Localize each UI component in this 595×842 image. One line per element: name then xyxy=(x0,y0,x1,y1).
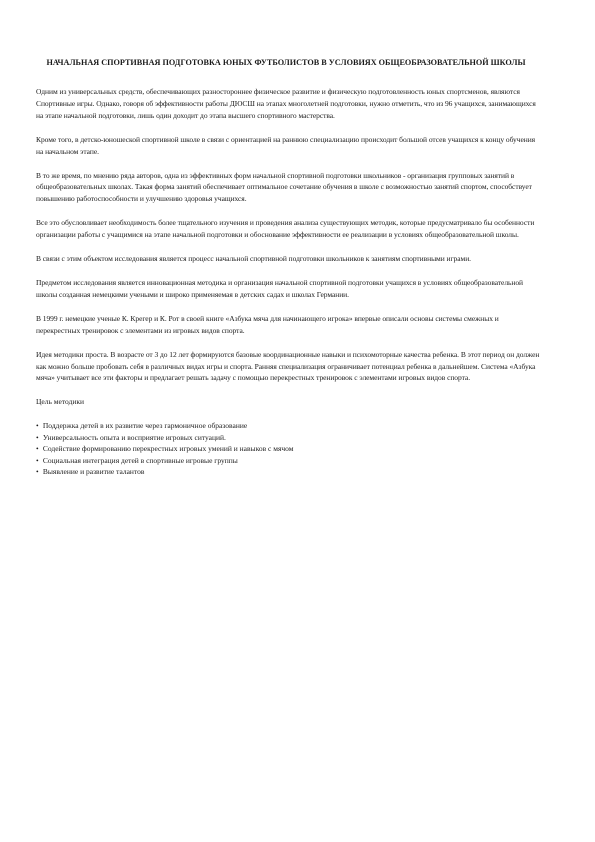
list-item xyxy=(36,455,540,467)
paragraph-6: Предметом исследования является инновационная методика и организация начальной спортивной подготовки учащихся в условиях общеобразовательной школы созданная немецкими учеными и широко применяемая в детских садах и школах Германии. xyxy=(36,277,524,299)
list-item xyxy=(36,432,540,444)
list-item xyxy=(36,420,540,432)
paragraph-7: В 1999 г. немецкие ученые К. Крегер и К. Рот в своей книге «Азбука мяча для начинающего игрока» впервые описали основы системы смежных и перекрестных тренировок с элементами из игровых видов спорта. xyxy=(36,313,499,335)
goals-heading: Цель методики xyxy=(36,397,85,407)
goals-list xyxy=(36,420,540,478)
paragraph-3: В то же время, по мнению ряда авторов, одна из эффективных форм начальной спортивной подготовки школьников - организация групповых занятий в общеобразовательных школах. Такая форма занятий обеспечивает оптимальное сочетание обучения в школе с возможностью занятий спортом, способствует повышению работоспособности и улучшению здоровья учащихся. xyxy=(36,170,532,204)
paragraph-2: Кроме того, в детско-юношеской спортивной школе в связи с ориентацией на раннюю специализацию происходит большой отсев учащихся к концу обучения на начальном этапе. xyxy=(36,134,536,156)
paragraph-5: В связи с этим объектом исследования является процесс начальной спортивной подготовки школьников к занятиям спортивными играми. xyxy=(36,254,471,264)
bullet-icon: • xyxy=(36,444,39,454)
goal-text: Выявление и развитие талантов xyxy=(42,467,145,477)
goal-text: Социальная интеграция детей в спортивные игровые группы xyxy=(42,455,238,465)
bullet-icon: • xyxy=(36,455,39,465)
paragraph-8: Идея методики проста. В возрасте от 3 до 12 лет формируются базовые координационные навыки и психомоторные качества ребенка. В этот период он должен как можно больше пробовать себя в различных видах игры и спорта. Ранняя специализация ограничивает потенциал ребенка в дальнейшем. Система «Азбука мяча» учитывает все эти факторы и предлагает решать задачу с помощью перекрестных тренировок с элементами игровых видов спорта. xyxy=(36,349,540,383)
list-item xyxy=(36,466,540,478)
bullet-icon: • xyxy=(36,467,39,477)
paragraph-4: Все это обусловливает необходимость более тщательного изучения и проведения анализа существующих методик, которые предусматривало бы особенности организации работы с учащимися на этапе начальной подготовки и обоснование эффективности ее реализации в условиях общеобразовательной школы. xyxy=(36,218,535,240)
goal-text: Поддержка детей в их развитие через гармоничное образование xyxy=(42,421,248,431)
goal-text: Содействие формированию перекрестных игровых умений и навыков с мячом xyxy=(42,444,294,454)
bullet-icon: • xyxy=(36,432,39,442)
document-title: НАЧАЛЬНАЯ СПОРТИВНАЯ ПОДГОТОВКА ЮНЫХ ФУТБОЛИСТОВ В УСЛОВИЯХ ОБЩЕОБРАЗОВАТЕЛЬНОЙ ШКОЛЫ xyxy=(46,58,526,67)
goal-text: Универсальность опыта и восприятие игровых ситуаций. xyxy=(42,432,226,442)
paragraph-1: Одним из универсальных средств, обеспечивающих разностороннее физическое развитие и физическую подготовленность юных спортсменов, являются Спортивные игры. Однако, говоря об эффективности работы ДЮСШ на этапах многолетней подготовки, нужно отметить, что из 96 учащихся, занимающихся на этапе начальной подготовки, лишь один доходит до этапа высшего спортивного мастерства. xyxy=(36,87,536,120)
list-item xyxy=(36,443,540,455)
bullet-icon: • xyxy=(36,421,39,431)
